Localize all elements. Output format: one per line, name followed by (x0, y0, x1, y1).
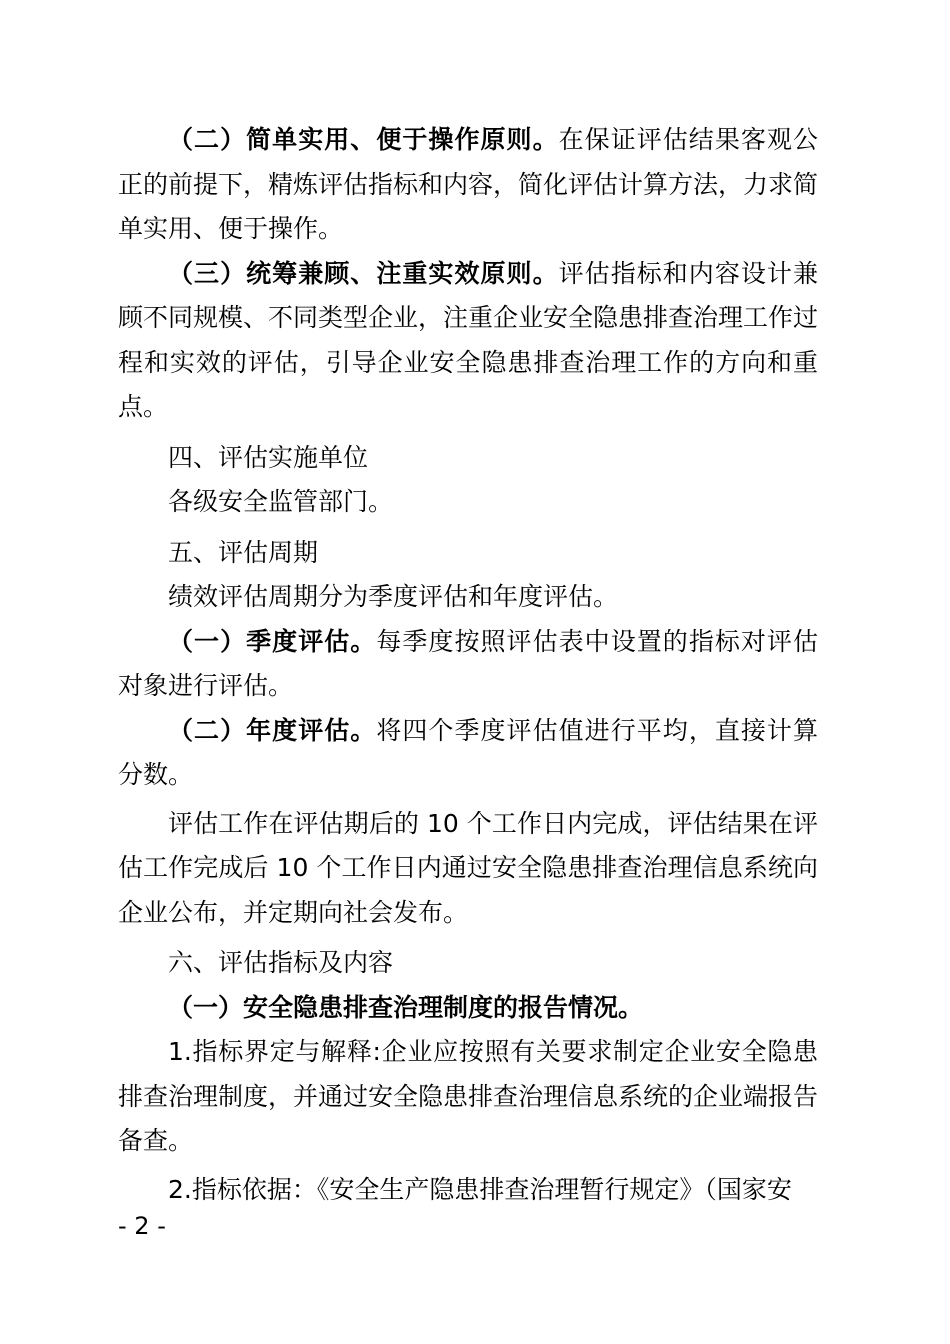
paragraph-text: 将四个季度评估值进行平均，直接计算分数。 (118, 715, 818, 789)
paragraph-principle-3 (118, 252, 818, 430)
paragraph-annual-evaluation (118, 709, 818, 798)
paragraph-principle-2 (118, 118, 818, 252)
paragraph-indicator-basis: 2.指标依据：《安全生产隐患排查治理暂行规定》（国家安 (168, 1174, 792, 1204)
paragraph-bold-lead: （二）年度评估。 (168, 715, 377, 745)
page-number: - 2 - (118, 1212, 166, 1240)
section-heading-4: 四、评估实施单位 (168, 442, 369, 472)
paragraph-quarterly-evaluation (118, 620, 818, 709)
paragraph-bold-lead: （一）季度评估。 (168, 626, 377, 656)
paragraph-text: 每季度按照评估表中设置的指标对评估对象进行评估。 (118, 626, 818, 700)
paragraph-bold-lead: （三）统筹兼顾、注重实效原则。 (168, 258, 559, 288)
paragraph-text: 在保证评估结果客观公正的前提下，精炼评估指标和内容，简化评估计算方法，力求简单实用、便于操作。 (118, 125, 819, 243)
subsection-heading-1: （一）安全隐患排查治理制度的报告情况。 (168, 992, 644, 1022)
paragraph-text: 评估指标和内容设计兼顾不同规模、不同类型企业，注重企业安全隐患排查治理工作过程和实效的评估，引导企业安全隐患排查治理工作的方向和重点。 (118, 258, 819, 421)
document-body (118, 118, 818, 1212)
paragraph-indicator-definition: 1.指标界定与解释:企业应按照有关要求制定企业安全隐患排查治理制度，并通过安全隐患排查治理信息系统的企业端报告备查。 (118, 1037, 819, 1155)
paragraph-evaluation-cycle: 绩效评估周期分为季度评估和年度评估。 (168, 582, 619, 611)
paragraph-implementation-unit: 各级安全监管部门。 (168, 487, 394, 516)
section-heading-6: 六、评估指标及内容 (168, 948, 394, 977)
paragraph-bold-lead: （二）简单实用、便于操作原则。 (168, 125, 559, 154)
paragraph-evaluation-timing: 评估工作在评估期后的 10 个工作日内完成，评估结果在评估工作完成后 10 个工作日内通过安全隐患排查治理信息系统向企业公布，并定期向社会发布。 (118, 808, 818, 927)
section-heading-5: 五、评估周期 (168, 537, 319, 567)
